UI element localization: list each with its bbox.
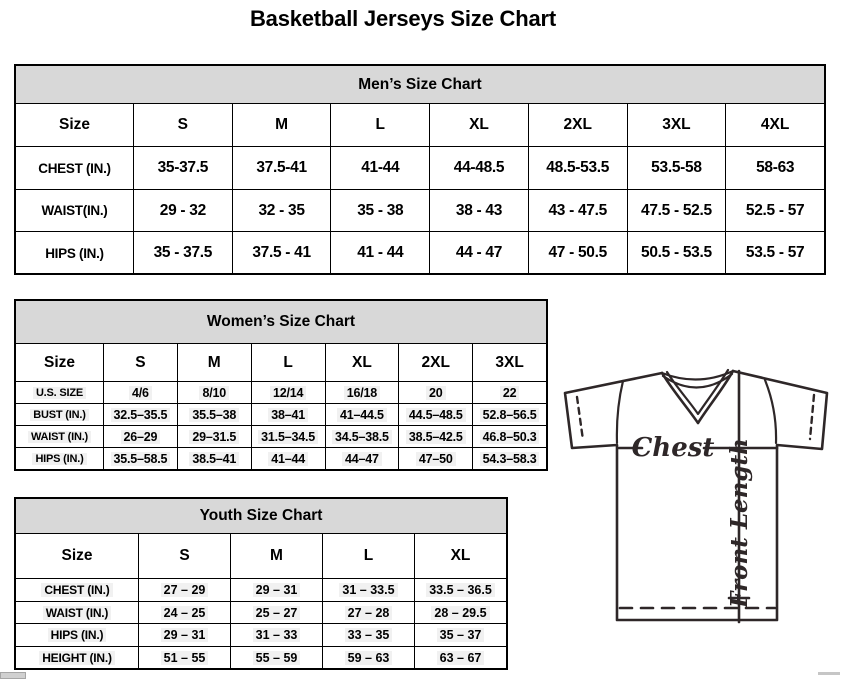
cell-text: HEIGHT (IN.)	[39, 651, 115, 665]
value-cell	[414, 601, 506, 623]
cell-text: 3XL	[495, 353, 524, 371]
cell-text: 35 – 37	[437, 628, 485, 642]
cell-text: U.S. SIZE	[33, 387, 86, 399]
cell-text: 27 – 28	[345, 606, 393, 620]
cell-text: 41–44.5	[337, 408, 387, 422]
cell-text: 41-44	[361, 159, 400, 176]
cell-text: 29 – 31	[253, 583, 301, 597]
cell-text: CHEST (IN.)	[38, 160, 111, 176]
right-sleeve-dashed-line	[810, 395, 814, 439]
value-cell	[528, 189, 627, 231]
cell-text: HIPS (IN.)	[45, 245, 104, 261]
cell-text: 46.8–50.3	[480, 430, 540, 444]
value-cell	[251, 381, 325, 403]
cell-text: 50.5 - 53.5	[641, 244, 712, 261]
value-cell	[177, 381, 251, 403]
youth-table-title: Youth Size Chart	[16, 499, 506, 533]
cell-text: 26–29	[121, 430, 161, 444]
value-cell	[725, 231, 824, 274]
cell-text: 52.8–56.5	[480, 408, 540, 422]
value-cell	[330, 189, 429, 231]
cell-text: 24 – 25	[161, 606, 209, 620]
cell-text: 29 - 32	[159, 201, 206, 219]
cell-text: M	[270, 547, 283, 564]
row-label-cell	[16, 146, 133, 189]
cell-text: S	[177, 116, 189, 133]
cell-text: 3XL	[662, 116, 691, 133]
value-cell	[322, 578, 414, 601]
cell-text: 31 – 33.5	[339, 583, 397, 597]
value-cell	[230, 601, 322, 623]
youth-size-table	[14, 497, 508, 670]
cell-text: 47 - 50.5	[548, 244, 607, 261]
value-cell	[330, 231, 429, 274]
cell-text: 8/10	[199, 386, 229, 400]
cell-text: 41–44	[268, 452, 308, 466]
cell-text: 37.5-41	[256, 159, 307, 176]
value-cell	[138, 578, 230, 601]
cell-text: 12/14	[270, 386, 306, 400]
row-label-cell	[16, 601, 138, 623]
cell-text: 31 – 33	[253, 628, 301, 642]
value-cell	[138, 623, 230, 646]
cell-text: 4/6	[129, 386, 152, 400]
cell-text: 28 – 29.5	[431, 606, 489, 620]
cell-text: 44 - 47	[455, 244, 503, 261]
horizontal-scrollbar-fragment[interactable]	[0, 672, 26, 679]
cell-text: 2XL	[563, 116, 592, 133]
value-cell	[627, 189, 726, 231]
column-header-cell	[398, 343, 472, 381]
mens-table-grid	[16, 103, 824, 274]
value-cell	[398, 381, 472, 403]
cell-text: 52.5 - 57	[745, 201, 805, 219]
mens-table-title: Men’s Size Chart	[16, 66, 824, 103]
value-cell	[472, 447, 546, 469]
cell-text: 32.5–35.5	[111, 408, 171, 422]
column-header-cell	[330, 103, 429, 146]
cell-text: L	[283, 353, 293, 371]
value-cell	[472, 381, 546, 403]
cell-text: 29 – 31	[161, 628, 209, 642]
right-armhole-seam	[765, 380, 776, 443]
column-header-cell	[232, 103, 331, 146]
value-cell	[232, 146, 331, 189]
cell-text: L	[375, 116, 386, 133]
cell-text: 44–47	[342, 452, 382, 466]
cell-text: 53.5-58	[651, 159, 702, 176]
value-cell	[325, 403, 399, 425]
mens-size-table	[14, 64, 826, 275]
column-header-cell	[725, 103, 824, 146]
cell-text: XL	[352, 353, 372, 371]
value-cell	[429, 189, 528, 231]
cell-text: 63 – 67	[437, 651, 485, 665]
value-cell	[325, 381, 399, 403]
cell-text: 51 – 55	[161, 651, 209, 665]
cell-text: 25 – 27	[253, 606, 301, 620]
value-cell	[398, 403, 472, 425]
value-cell	[230, 623, 322, 646]
value-cell	[627, 146, 726, 189]
column-header-cell	[472, 343, 546, 381]
row-label-cell	[16, 447, 103, 469]
row-label-cell	[16, 646, 138, 668]
cell-text: 4XL	[760, 116, 790, 133]
cell-text: 34.5–38.5	[332, 430, 392, 444]
value-cell	[429, 231, 528, 274]
value-cell	[133, 189, 232, 231]
value-cell	[138, 646, 230, 668]
column-header-cell	[133, 103, 232, 146]
cell-text: 31.5–34.5	[258, 430, 318, 444]
cell-text: Size	[43, 353, 75, 371]
scrollbar-thumb-fragment[interactable]	[818, 672, 840, 675]
cell-text: 27 – 29	[161, 583, 209, 597]
row-label-cell	[16, 231, 133, 274]
cell-text: BUST (IN.)	[30, 409, 88, 421]
value-cell	[103, 425, 177, 447]
cell-text: 29–31.5	[189, 430, 239, 444]
cell-text: 54.3–58.3	[480, 452, 540, 466]
size-header-cell	[16, 343, 103, 381]
row-label-cell	[16, 381, 103, 403]
column-header-cell	[429, 103, 528, 146]
cell-text: 48.5-53.5	[546, 159, 610, 176]
value-cell	[322, 623, 414, 646]
value-cell	[133, 146, 232, 189]
size-header-cell	[16, 103, 133, 146]
value-cell	[325, 425, 399, 447]
value-cell	[138, 601, 230, 623]
value-cell	[251, 447, 325, 469]
cell-text: XL	[469, 116, 489, 133]
cell-text: 38–41	[268, 408, 308, 422]
cell-text: 53.5 - 57	[745, 244, 805, 261]
left-sleeve-dashed-line	[577, 397, 583, 440]
value-cell	[177, 403, 251, 425]
row-label-cell	[16, 578, 138, 601]
column-header-cell	[414, 533, 506, 578]
column-header-cell	[322, 533, 414, 578]
value-cell	[330, 146, 429, 189]
cell-text: XL	[450, 547, 471, 564]
cell-text: 35 - 38	[357, 201, 404, 219]
cell-text: WAIST (IN.)	[43, 606, 111, 620]
cell-text: 41 - 44	[357, 244, 404, 261]
value-cell	[232, 189, 331, 231]
value-cell	[414, 646, 506, 668]
cell-text: 22	[500, 386, 520, 400]
cell-text: 35.5–58.5	[111, 452, 171, 466]
cell-text: 33.5 – 36.5	[426, 583, 495, 597]
youth-table-grid	[16, 533, 506, 668]
value-cell	[251, 425, 325, 447]
cell-text: 2XL	[421, 353, 450, 371]
value-cell	[251, 403, 325, 425]
cell-text: 32 - 35	[258, 201, 305, 219]
value-cell	[528, 231, 627, 274]
cell-text: 43 - 47.5	[548, 201, 607, 219]
row-label-cell	[16, 403, 103, 425]
value-cell	[725, 146, 824, 189]
value-cell	[472, 425, 546, 447]
value-cell	[627, 231, 726, 274]
womens-size-table	[14, 299, 548, 471]
cell-text: HIPS (IN.)	[32, 453, 86, 465]
cell-text: M	[207, 353, 221, 371]
value-cell	[230, 578, 322, 601]
cell-text: 20	[426, 386, 446, 400]
value-cell	[398, 425, 472, 447]
value-cell	[103, 447, 177, 469]
cell-text: 55 – 59	[253, 651, 301, 665]
value-cell	[472, 403, 546, 425]
cell-text: 38.5–42.5	[406, 430, 466, 444]
page-title: Basketball Jerseys Size Chart	[249, 6, 557, 31]
value-cell	[325, 447, 399, 469]
cell-text: 38.5–41	[189, 452, 239, 466]
cell-text: 47.5 - 52.5	[641, 201, 712, 219]
cell-text: Size	[61, 547, 93, 564]
cell-text: S	[135, 353, 146, 371]
column-header-cell	[103, 343, 177, 381]
value-cell	[322, 601, 414, 623]
cell-text: WAIST (IN.)	[28, 431, 91, 443]
cell-text: L	[363, 547, 374, 564]
column-header-cell	[627, 103, 726, 146]
cell-text: 33 – 35	[345, 628, 393, 642]
womens-table-title: Women’s Size Chart	[16, 301, 546, 343]
cell-text: 58-63	[756, 159, 795, 176]
cell-text: HIPS (IN.)	[48, 628, 107, 642]
jersey-measurement-diagram	[557, 355, 843, 660]
column-header-cell	[230, 533, 322, 578]
cell-text: 44.5–48.5	[406, 408, 466, 422]
column-header-cell	[528, 103, 627, 146]
cell-text: WAIST(IN.)	[41, 203, 108, 218]
cell-text: 44-48.5	[453, 159, 505, 176]
value-cell	[133, 231, 232, 274]
row-label-cell	[16, 623, 138, 646]
column-header-cell	[325, 343, 399, 381]
cell-text: S	[179, 547, 190, 564]
row-label-cell	[16, 425, 103, 447]
value-cell	[103, 381, 177, 403]
cell-text: CHEST (IN.)	[41, 583, 112, 597]
column-header-cell	[138, 533, 230, 578]
size-header-cell	[16, 533, 138, 578]
chest-label: Chest	[631, 433, 715, 463]
value-cell	[414, 623, 506, 646]
cell-text: 35.5–38	[189, 408, 239, 422]
column-header-cell	[251, 343, 325, 381]
cell-text: Size	[58, 116, 90, 133]
cell-text: 38 - 43	[455, 201, 503, 219]
jersey-outline	[565, 371, 827, 620]
cell-text: 47–50	[416, 452, 456, 466]
value-cell	[528, 146, 627, 189]
value-cell	[725, 189, 824, 231]
value-cell	[230, 646, 322, 668]
cell-text: M	[275, 116, 289, 133]
cell-text: 16/18	[344, 386, 380, 400]
column-header-cell	[177, 343, 251, 381]
left-armhole-seam	[617, 381, 623, 443]
cell-text: 59 – 63	[345, 651, 393, 665]
value-cell	[177, 425, 251, 447]
value-cell	[429, 146, 528, 189]
value-cell	[103, 403, 177, 425]
cell-text: 37.5 - 41	[252, 244, 311, 261]
womens-table-grid	[16, 343, 546, 469]
row-label-cell	[16, 189, 133, 231]
value-cell	[398, 447, 472, 469]
cell-text: 35 - 37.5	[153, 244, 213, 261]
value-cell	[232, 231, 331, 274]
value-cell	[322, 646, 414, 668]
value-cell	[177, 447, 251, 469]
cell-text: 35-37.5	[157, 159, 209, 176]
front-length-label: Front Length	[726, 438, 753, 608]
value-cell	[414, 578, 506, 601]
